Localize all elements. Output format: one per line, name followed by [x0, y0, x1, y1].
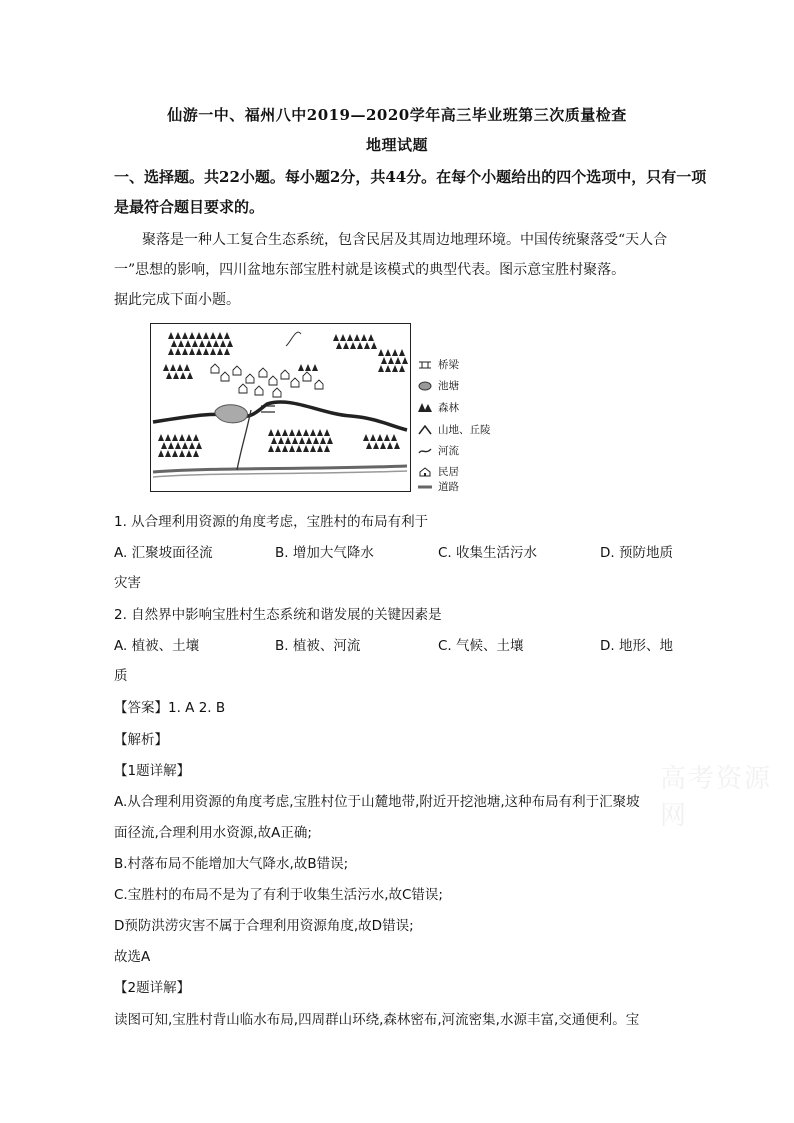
document-title: 仙游一中、福州八中2019—2020学年高三毕业班第三次质量检查 [167, 106, 627, 124]
tree-icon [199, 340, 205, 347]
tree-icon [184, 364, 190, 371]
intro-line2: 一”思想的影响，四川盆地东部宝胜村就是该模式的典型代表。图示意宝胜村聚落。 [114, 262, 626, 278]
tree-icon [178, 340, 184, 347]
question-2: 2. 自然界中影响宝胜村生态系统和谐发展的关键因素是 [114, 607, 442, 623]
tree-icon [381, 357, 387, 364]
detail-1-d: D预防洪涝灾害不属于合理利用资源角度,故D错误; [114, 918, 414, 934]
tree-icon [333, 334, 339, 341]
mountain-icon [418, 425, 432, 435]
tree-icon [324, 445, 330, 452]
tree-icon [168, 332, 174, 339]
tree-icon [189, 332, 195, 339]
tree-icon [296, 445, 302, 452]
q2-option-d: D. 地形、地 [600, 638, 673, 654]
tree-icon [395, 357, 401, 364]
forest-group [158, 332, 408, 457]
tree-icon [187, 372, 193, 379]
analysis-label: 【解析】 [114, 732, 168, 748]
legend-forest-label: 森林 [438, 402, 459, 414]
tree-icon [340, 334, 346, 341]
legend-bridge-label: 桥梁 [438, 359, 459, 371]
q2-option-a: A. 植被、土壤 [114, 638, 200, 654]
tree-icon [402, 357, 408, 364]
legend-hills-label: 山地、丘陵 [438, 424, 491, 436]
tree-icon [203, 348, 209, 355]
tree-icon [361, 334, 367, 341]
tree-icon [275, 429, 281, 436]
house-icon [273, 388, 281, 397]
tree-icon [371, 342, 377, 349]
tree-icon [317, 429, 323, 436]
document-subtitle: 地理试题 [365, 136, 428, 154]
tree-icon [378, 349, 384, 356]
tree-icon [179, 434, 185, 441]
legend-pond [418, 378, 459, 393]
q2-option-d-cont: 质 [114, 668, 128, 684]
tree-icon [289, 429, 295, 436]
tree-icon [182, 348, 188, 355]
detail-1-conclusion: 故选A [114, 949, 151, 965]
answer-line: 【答案】1. A 2. B [114, 700, 226, 716]
question-1: 1. 从合理利用资源的角度考虑，宝胜村的布局有利于 [114, 514, 429, 530]
tree-icon [324, 429, 330, 436]
house-icon [418, 467, 432, 477]
intro-line3: 据此完成下面小题。 [114, 292, 240, 308]
tree-icon [385, 349, 391, 356]
road-icon [418, 482, 432, 492]
legend-river-label: 河流 [438, 445, 459, 457]
tree-icon [299, 437, 305, 444]
tree-icon [385, 365, 391, 372]
tree-icon [224, 332, 230, 339]
tree-icon [282, 445, 288, 452]
house-icon [221, 372, 229, 381]
detail-1-a-line1: A.从合理利用资源的角度考虑,宝胜村位于山麓地带,附近开挖池塘,这种布局有利于汇聚坡 [114, 794, 640, 810]
detail-1-c: C.宝胜村的布局不是为了有利于收集生活污水,故C错误; [114, 887, 443, 903]
tree-icon [391, 434, 397, 441]
tree-icon [175, 348, 181, 355]
tree-icon [177, 364, 183, 371]
tree-icon [336, 342, 342, 349]
tree-icon [350, 342, 356, 349]
tree-icon [313, 437, 319, 444]
tree-icon [310, 429, 316, 436]
tree-icon [175, 442, 181, 449]
tree-icon [368, 334, 374, 341]
detail-2-text: 读图可知,宝胜村背山临水布局,四周群山环绕,森林密布,河流密集,水源丰富,交通便利。宝 [114, 1012, 640, 1028]
tree-icon [303, 429, 309, 436]
q2-option-c: C. 气候、土壤 [438, 638, 524, 654]
tree-icon [394, 442, 400, 449]
tree-icon [161, 442, 167, 449]
tree-icon [384, 434, 390, 441]
tree-icon [343, 342, 349, 349]
q1-option-a: A. 汇聚坡面径流 [114, 545, 213, 561]
section-heading-line1: 一、选择题。共22小题。每小题2分，共44分。在每个小题给出的四个选项中，只有一项 [114, 168, 707, 186]
tree-icon [168, 348, 174, 355]
q1-option-d-cont: 灾害 [114, 575, 141, 591]
tree-icon [399, 349, 405, 356]
tree-icon [285, 437, 291, 444]
tree-icon [210, 332, 216, 339]
house-icon [259, 368, 267, 377]
legend-forest [418, 400, 459, 415]
tree-icon [189, 348, 195, 355]
tree-icon [378, 365, 384, 372]
tree-icon [173, 372, 179, 379]
tree-icon [189, 442, 195, 449]
tree-icon [224, 348, 230, 355]
tree-icon [196, 348, 202, 355]
tree-icon [172, 434, 178, 441]
tree-icon [303, 445, 309, 452]
tree-icon [289, 445, 295, 452]
tree-icon [370, 434, 376, 441]
house-icon [303, 372, 311, 381]
tree-icon [158, 434, 164, 441]
tree-icon [196, 332, 202, 339]
tree-icon [377, 434, 383, 441]
q1-option-c: C. 收集生活污水 [438, 545, 538, 561]
pond-icon [418, 381, 432, 391]
tree-icon [357, 342, 363, 349]
tree-icon [171, 340, 177, 347]
detail-1-b: B.村落布局不能增加大气降水,故B错误; [114, 856, 349, 872]
tree-icon [268, 429, 274, 436]
tree-icon [217, 332, 223, 339]
tree-icon [163, 364, 169, 371]
tree-icon [168, 442, 174, 449]
section-heading-line2: 是最符合题目要求的。 [114, 198, 265, 216]
tree-icon [354, 334, 360, 341]
house-icon [269, 376, 277, 385]
house-icon [233, 366, 241, 375]
tree-icon [186, 450, 192, 457]
tree-icon [165, 450, 171, 457]
tree-icon [170, 364, 176, 371]
tree-icon [392, 349, 398, 356]
detail-1-heading: 【1题详解】 [114, 763, 191, 779]
tree-icon [271, 437, 277, 444]
legend-road-label: 道路 [438, 481, 459, 493]
house-icon [211, 364, 219, 373]
tree-icon [418, 403, 432, 413]
tree-icon [317, 445, 323, 452]
tree-icon [172, 450, 178, 457]
tree-icon [206, 340, 212, 347]
tree-icon [217, 348, 223, 355]
tree-icon [363, 434, 369, 441]
q2-option-b: B. 植被、河流 [275, 638, 361, 654]
tree-icon [306, 437, 312, 444]
legend-house [418, 464, 459, 479]
q1-option-b: B. 增加大气降水 [275, 545, 374, 561]
legend-river [418, 443, 459, 458]
tree-icon [182, 332, 188, 339]
tree-icon [166, 372, 172, 379]
tree-icon [399, 365, 405, 372]
tree-icon [298, 364, 304, 371]
detail-1-a-line2: 面径流,合理利用水资源,故A正确; [114, 825, 312, 841]
tree-icon [364, 342, 370, 349]
watermark: 高考资源网 [660, 764, 773, 831]
tree-icon [373, 442, 379, 449]
tree-icon [305, 364, 311, 371]
tree-icon [268, 445, 274, 452]
house-icon [281, 370, 289, 379]
detail-2-heading: 【2题详解】 [114, 980, 191, 996]
intro-line1: 聚落是一种人工复合生态系统，包含民居及其周边地理环境。中国传统聚落受“天人合 [142, 232, 668, 248]
legend-pond-label: 池塘 [438, 380, 459, 392]
house-icon [239, 384, 247, 393]
tree-icon [392, 365, 398, 372]
legend-road [418, 479, 459, 494]
tree-icon [186, 434, 192, 441]
bridge-icon [418, 360, 432, 370]
house-icon [246, 374, 254, 383]
tree-icon [310, 445, 316, 452]
q1-option-d: D. 预防地质 [600, 545, 673, 561]
house-icon [255, 386, 263, 395]
tree-icon [180, 372, 186, 379]
tree-icon [292, 437, 298, 444]
tree-icon [192, 340, 198, 347]
tree-icon [227, 340, 233, 347]
house-icon [291, 378, 299, 387]
legend-house-label: 民居 [438, 466, 459, 478]
tree-icon [210, 348, 216, 355]
village-map [150, 323, 411, 492]
tree-icon [196, 442, 202, 449]
tree-icon [387, 442, 393, 449]
tree-icon [275, 445, 281, 452]
tree-icon [193, 450, 199, 457]
tree-icon [182, 442, 188, 449]
river-icon [418, 446, 432, 456]
tree-icon [278, 437, 284, 444]
tree-icon [165, 434, 171, 441]
tree-icon [282, 429, 288, 436]
tree-icon [296, 429, 302, 436]
main-river [153, 402, 407, 430]
house-icon [315, 380, 323, 389]
tree-icon [380, 442, 386, 449]
legend-bridge [418, 357, 459, 372]
tree-icon [312, 364, 318, 371]
tree-icon [347, 334, 353, 341]
tree-icon [179, 450, 185, 457]
road-line [153, 466, 407, 472]
tree-icon [175, 332, 181, 339]
tree-icon [158, 450, 164, 457]
tree-icon [220, 340, 226, 347]
tree-icon [203, 332, 209, 339]
tree-icon [366, 442, 372, 449]
tree-icon [213, 340, 219, 347]
tree-icon [193, 434, 199, 441]
tree-icon [327, 437, 333, 444]
tree-icon [320, 437, 326, 444]
tree-icon [388, 357, 394, 364]
village-map-drawing [151, 324, 409, 490]
legend-hills [418, 422, 491, 437]
pond [215, 405, 248, 423]
tree-icon [185, 340, 191, 347]
